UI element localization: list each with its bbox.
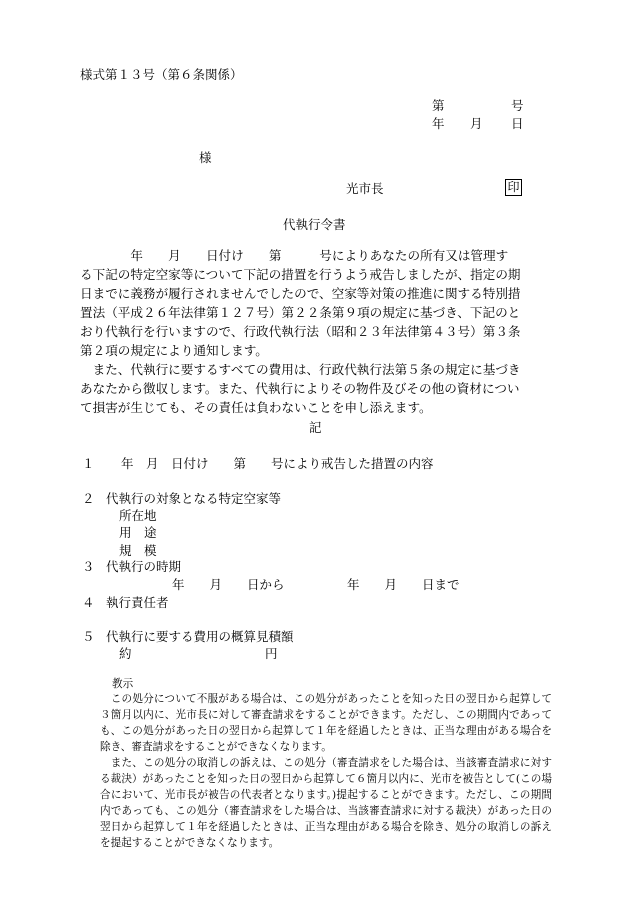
item1-text: 年 月 日付け 第 号により戒告した措置の内容 — [96, 456, 434, 471]
doc-number-dai: 第 — [432, 98, 445, 113]
notice-paragraph: この処分について不服がある場合は、この処分があったことを知った日の翌日から起算して３箇月以内に、光市長に対して審査請求をすることができます。ただし、この期間内であっても、この処分があった日の翌日から起算して１年を経過したときは、正当な理由がある場合を除き、審査請求をすることができなくなります。 — [100, 693, 552, 753]
date-day: 日 — [511, 116, 524, 131]
date-year: 年 — [432, 116, 445, 131]
item4-number: ４ — [82, 595, 95, 610]
document-title: 代執行令書 — [283, 217, 346, 232]
body-line: おり代執行を行いますので、行政代執行法（昭和２３年法律第４３号）第３条 — [80, 324, 521, 339]
issuer-name: 光市長 — [346, 181, 384, 196]
form-title: 様式第１３号（第６条関係） — [80, 67, 243, 82]
notice-body — [100, 691, 552, 851]
item4-label: 執行責任者 — [106, 595, 169, 610]
ki-heading: 記 — [309, 420, 322, 435]
date-month: 月 — [470, 116, 483, 131]
body-text — [80, 246, 552, 417]
body-line: 日までに義務が履行されませんでしたので、空家等対策の推進に関する特別措 — [80, 286, 521, 301]
item2-number: ２ — [82, 491, 95, 506]
item2-location: 所在地 — [119, 508, 157, 523]
item2-use: 用 途 — [119, 525, 157, 540]
item5-number: ５ — [82, 629, 95, 644]
item2-label: 代執行の対象となる特定空家等 — [106, 491, 282, 506]
notice-paragraph: また、この処分の取消しの訴えは、この処分（審査請求をした場合は、当該審査請求に対する裁決）があったことを知った日の翌日から起算して６箇月以内に、光市を被告として(この場合において、光市長が被告の代表者となります。)提起することができます。ただし、この期間内であっても、この処分（審査請求をした場合は、当該審査請求に対する裁決）があった日の翌日から起算して１年を経過したときは、正当な理由がある場合を除き、処分の取消しの訴えを提起することができなくなります。 — [100, 757, 552, 849]
body-line: る下記の特定空家等について下記の措置を行うよう戒告しましたが、指定の期 — [80, 267, 521, 282]
body-line: て損害が生じても、その責任は負わないことを申し添えます。 — [80, 400, 432, 415]
item5-label: 代執行に要する費用の概算見積額 — [106, 629, 294, 644]
seal-mark: 印 — [505, 179, 522, 196]
item2-scale: 規 模 — [119, 543, 157, 558]
item3-period: 年 月 日から 年 月 日まで — [172, 577, 460, 592]
addressee-suffix: 様 — [199, 150, 212, 165]
item5-approx: 約 — [119, 646, 132, 661]
body-line: 第２項の規定により通知します。 — [80, 343, 268, 358]
doc-number-go: 号 — [511, 98, 524, 113]
body-line: 年 月 日付け 第 号によりあなたの所有又は管理す — [80, 248, 509, 263]
item5-yen: 円 — [265, 646, 278, 661]
notice-heading: 教示 — [112, 678, 134, 690]
body-line: 置法（平成２６年法律第１２７号）第２２条第９項の規定に基づき、下記のと — [80, 305, 521, 320]
item1-number: １ — [82, 456, 95, 471]
body-line: また、代執行に要するすべての費用は、行政代執行法第５条の規定に基づき — [80, 362, 521, 377]
item3-label: 代執行の時期 — [106, 559, 182, 574]
body-line: あなたから徴収します。また、代執行によりその物件及びその他の資材につい — [80, 381, 520, 396]
item3-number: ３ — [82, 559, 95, 574]
